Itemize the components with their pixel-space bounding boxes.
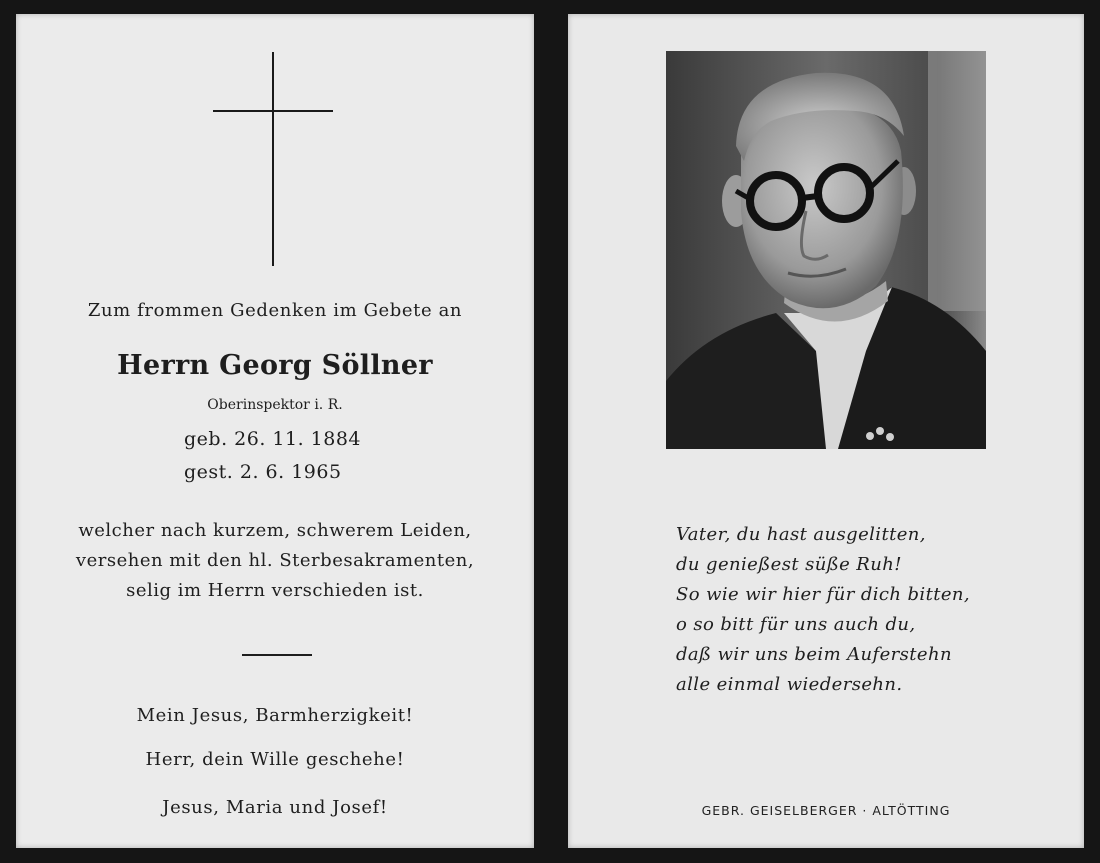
cross-icon-bar bbox=[213, 110, 333, 112]
obituary-line: versehen mit den hl. Sterbesakramenten, bbox=[75, 550, 475, 571]
obituary-line: welcher nach kurzem, schwerem Leiden, bbox=[78, 520, 472, 541]
portrait-photo bbox=[666, 51, 986, 449]
death-date: gest. 2. 6. 1965 bbox=[184, 461, 342, 483]
prayer-line: Jesus, Maria und Josef! bbox=[162, 797, 388, 818]
poem-line: du genießest süße Ruh! bbox=[676, 554, 902, 575]
printer-imprint: GEBR. GEISELBERGER · ALTÖTTING bbox=[701, 803, 951, 818]
poem-line: o so bitt für uns auch du, bbox=[676, 614, 916, 635]
poem bbox=[676, 520, 970, 700]
divider bbox=[242, 654, 312, 656]
obituary-line: selig im Herrn verschieden ist. bbox=[126, 580, 424, 601]
prayer-line: Herr, dein Wille geschehe! bbox=[145, 749, 405, 770]
prayer-line: Mein Jesus, Barmherzigkeit! bbox=[136, 705, 414, 726]
obituary-text bbox=[16, 516, 534, 606]
poem-line: daß wir uns beim Auferstehn bbox=[676, 644, 952, 665]
left-card bbox=[16, 14, 534, 848]
poem-line: So wie wir hier für dich bitten, bbox=[676, 584, 971, 605]
birth-date: geb. 26. 11. 1884 bbox=[184, 428, 362, 450]
intro-text: Zum frommen Gedenken im Gebete an bbox=[87, 300, 463, 321]
right-card bbox=[568, 14, 1084, 848]
poem-line: alle einmal wiedersehn. bbox=[676, 674, 903, 695]
cross-icon bbox=[272, 52, 274, 266]
deceased-name: Herrn Georg Söllner bbox=[117, 350, 433, 381]
deceased-title: Oberinspektor i. R. bbox=[207, 397, 343, 413]
portrait-image bbox=[666, 51, 986, 449]
poem-line: Vater, du hast ausgelitten, bbox=[676, 524, 926, 545]
